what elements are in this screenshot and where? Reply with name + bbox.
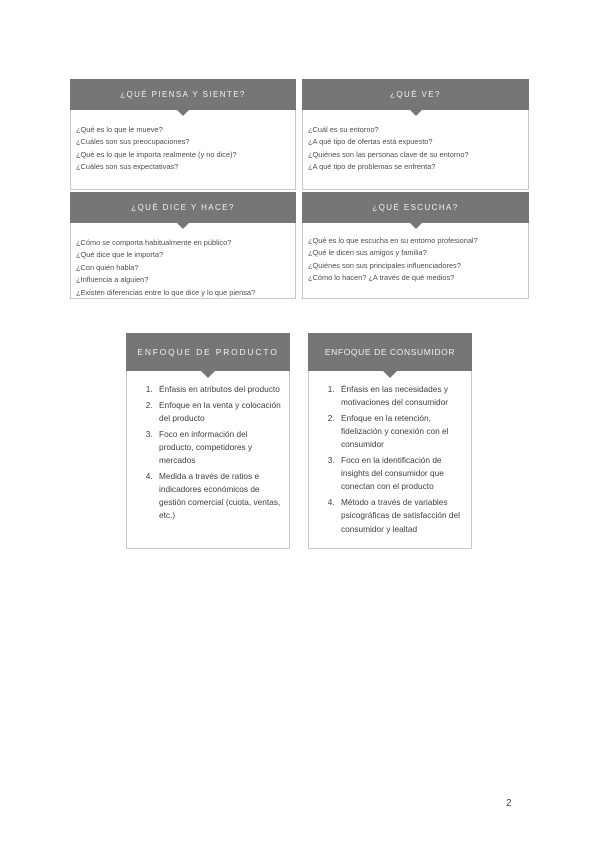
list-item: ¿Influencia a alguien? xyxy=(76,275,149,285)
page-number: 2 xyxy=(506,798,512,809)
map-box-ve xyxy=(302,79,529,190)
list-item: 3. Foco en información del producto, competidores y mercados xyxy=(155,428,283,468)
map-header-escucha: ¿QUÉ ESCUCHA? xyxy=(302,192,529,223)
list-item: 4. Método a través de variables psicográficas de satisfacción del consumidor y lealtad xyxy=(337,496,465,536)
list-item: ¿Existen diferencias entre lo que dice y lo que piensa? xyxy=(76,287,256,297)
enfoque-consumidor-body xyxy=(308,371,472,549)
list-item: ¿Qué es lo que le importa realmente (y no dice)? xyxy=(76,149,237,159)
list-item: 1. Énfasis en atributos del producto xyxy=(155,383,283,396)
map-body-escucha xyxy=(302,223,529,299)
list-item: ¿Cuáles son sus expectativas? xyxy=(76,162,179,172)
list-item: ¿Quiénes son las personas clave de su entorno? xyxy=(308,149,469,159)
list-item: ¿Qué dice que le importa? xyxy=(76,250,164,260)
enfoque-consumidor-box xyxy=(308,333,472,549)
map-header-ve: ¿QUÉ VE? xyxy=(302,79,529,110)
list-item: 3. Foco en la identificación de insights del consumidor que conectan con el producto xyxy=(337,454,465,494)
list-item: ¿Qué le dicen sus amigos y familia? xyxy=(308,248,427,258)
list-item: ¿Cuál es su entorno? xyxy=(308,125,379,134)
enfoque-producto-box xyxy=(126,333,290,549)
list-item: ¿Cómo lo hacen? ¿A través de qué medios? xyxy=(308,273,455,283)
list-item: ¿Quiénes son sus principales influenciadores? xyxy=(308,260,461,270)
enfoque-consumidor-header: ENFOQUE DE CONSUMIDOR xyxy=(308,333,472,371)
list-item: ¿Qué es lo que escucha en su entorno profesional? xyxy=(308,236,478,245)
map-body-dice xyxy=(70,223,296,299)
list-item: ¿Con quién habla? xyxy=(76,262,139,272)
map-header-piensa: ¿QUÉ PIENSA Y SIENTE? xyxy=(70,79,296,110)
list-item: 4. Medida a través de ratios e indicadores económicos de gestión comercial (cuota, ventas, etc.) xyxy=(155,470,283,523)
map-box-escucha xyxy=(302,192,529,299)
list-item: 2. Enfoque en la venta y colocación del producto xyxy=(155,399,283,425)
enfoque-producto-body xyxy=(126,371,290,549)
map-box-dice xyxy=(70,192,296,299)
list-item: ¿Cuáles son sus preocupaciones? xyxy=(76,137,190,147)
list-item: ¿A qué tipo de ofertas está expuesto? xyxy=(308,137,433,147)
map-header-dice: ¿QUÉ DICE Y HACE? xyxy=(70,192,296,223)
enfoque-producto-header: ENFOQUE DE PRODUCTO xyxy=(126,333,290,371)
map-box-piensa xyxy=(70,79,296,190)
list-item: ¿Qué es lo que le mueve? xyxy=(76,125,163,134)
list-item: ¿A qué tipo de problemas se enfrenta? xyxy=(308,162,436,172)
list-item: 1. Énfasis en las necesidades y motivaciones del consumidor xyxy=(337,383,465,409)
map-body-ve xyxy=(302,110,529,190)
map-body-piensa xyxy=(70,110,296,190)
list-item: ¿Cómo se comporta habitualmente en público? xyxy=(76,238,232,247)
list-item: 2. Enfoque en la retención, fidelización y conexión con el consumidor xyxy=(337,412,465,452)
